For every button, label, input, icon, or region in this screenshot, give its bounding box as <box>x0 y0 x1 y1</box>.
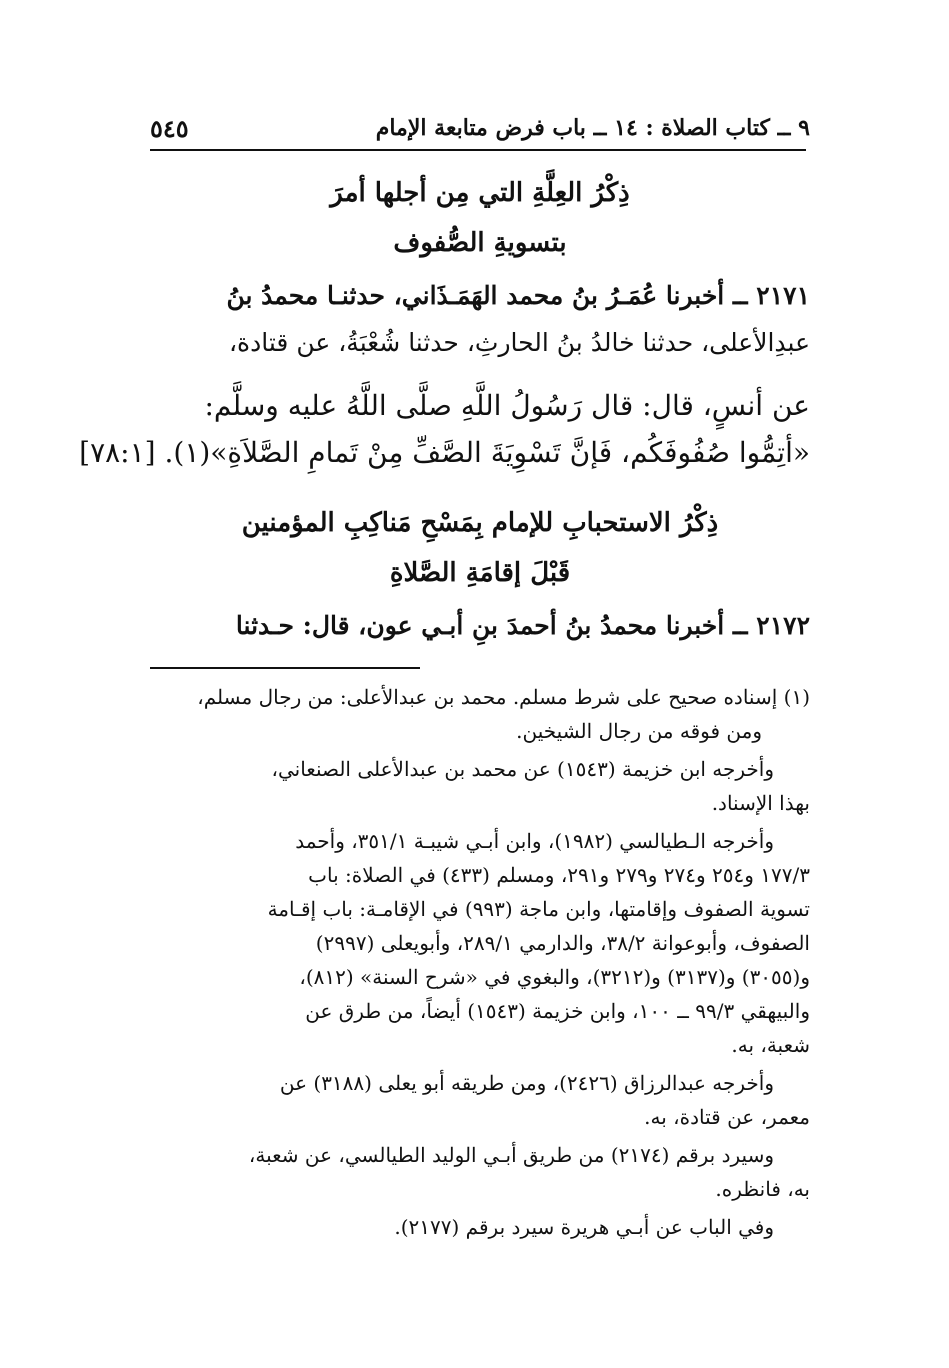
heading-line: ذِكْرُ الاستحبابِ للإمام بِمَسْحِ مَناكِبِ المؤمنين <box>241 508 719 538</box>
footnote-line: وسيرد برقم (٢١٧٤) من طريق أبـي الوليد الطيالسي، عن شعبة، <box>248 1143 774 1167</box>
footnote-line: (١) إسناده صحيح على شرط مسلم. محمد بن عبدالأعلى: من رجال مسلم، <box>197 685 810 709</box>
footnote-line: بهذا الإسناد. <box>711 791 810 815</box>
footnote-line: وأخرجه الـطيالسي (١٩٨٢)، وابن أبـي شيبـة ٣٥١/١، وأحمد <box>295 829 774 853</box>
footnote-line: وأخرجه عبدالرزاق (٢٤٢٦)، ومن طريقه أبو يعلى (٣١٨٨) عن <box>279 1071 774 1095</box>
matn-line: عن أنسٍ، قال: قال رَسُولُ اللَّهِ صلَّى اللَّهُ عليه وسلَّم: <box>204 389 810 422</box>
book-page <box>79 100 810 1300</box>
footnote-rule <box>150 667 420 669</box>
footnote-line: معمر، عن قتادة، به. <box>644 1105 810 1129</box>
header-rule <box>150 149 806 151</box>
footnote-1-ibn-khuzayma <box>150 752 810 820</box>
hadith-2171-isnad <box>150 272 810 366</box>
heading-line: بتسويةِ الصُّفوف <box>393 228 567 258</box>
footnote-line: ومن فوقه من رجال الشيخين. <box>516 719 762 743</box>
footnote-line: شعبة، به. <box>731 1033 810 1057</box>
hadith-line: ٢١٧١ ــ أخبرنا عُمَـرُ بنُ محمد الهَمَـذَاني، حدثنـا محمدُ بنُ <box>226 281 810 310</box>
footnote-line: تسوية الصفوف وإقامتها، وابن ماجة (٩٩٣) في الإقامـة: باب إقـامة <box>267 897 810 921</box>
footnote-1-abdulrazzaq <box>150 1066 810 1134</box>
hadith-line: ٢١٧٢ ــ أخبرنا محمدُ بنُ أحمدَ بنِ أبـي عون، قال: حـدثنا <box>235 611 810 640</box>
running-header-title: ٩ ــ كتاب الصلاة : ١٤ ــ باب فرض متابعة الإمام <box>375 115 810 141</box>
chapter-heading-1 <box>150 168 810 268</box>
footnote-line: به، فانظره. <box>715 1177 810 1201</box>
hadith-line: عبدِالأعلى، حدثنا خالدُ بنُ الحارثِ، حدثنا شُعْبَةُ، عن قتادة، <box>228 328 810 357</box>
footnote-line: وفي الباب عن أبـي هريرة سيرد برقم (٢١٧٧). <box>394 1215 774 1239</box>
footnote-1-intro <box>150 680 810 748</box>
heading-line: ذِكْرُ العِلَّةِ التي مِن أجلها أمرَ <box>330 178 630 208</box>
chapter-heading-2 <box>150 498 810 598</box>
footnote-1-sayarid <box>150 1138 810 1206</box>
matn-line: «أتِمُّوا صُفُوفَكُم، فَإنَّ تَسْوِيَةَ الصَّفِّ مِنْ تَمامِ الصَّلاَةِ»(١). [٧٨:١] <box>79 436 810 469</box>
footnote-line: الصفوف، وأبوعوانة ٣٨/٢، والدارمي ٢٨٩/١، وأبويعلى (٢٩٩٧) <box>315 931 810 955</box>
page-number: ٥٤٥ <box>150 113 189 143</box>
running-header <box>150 108 810 148</box>
footnotes <box>150 680 810 1248</box>
hadith-2171-matn <box>79 382 810 476</box>
footnote-1-tayalisi <box>150 824 810 1062</box>
heading-line: قَبْلَ إقامَةِ الصَّلاةِ <box>389 558 571 588</box>
hadith-2172-isnad <box>150 602 810 649</box>
footnote-line: والبيهقي ٩٩/٣ ــ ١٠٠، وابن خزيمة (١٥٤٣) أيضاً، من طرق عن <box>305 999 810 1023</box>
footnote-line: و(٣٠٥٥) و(٣١٣٧) و(٣٢١٢)، والبغوي في «شرح السنة» (٨١٢)، <box>299 965 810 989</box>
footnote-1-bab <box>150 1210 810 1244</box>
footnote-line: ١٧٧/٣ و٢٥٤ و٢٧٤ و٢٧٩ و٢٩١، ومسلم (٤٣٣) في الصلاة: باب <box>308 863 810 887</box>
footnote-line: وأخرجه ابن خزيمة (١٥٤٣) عن محمد بن عبدالأعلى الصنعاني، <box>271 757 774 781</box>
